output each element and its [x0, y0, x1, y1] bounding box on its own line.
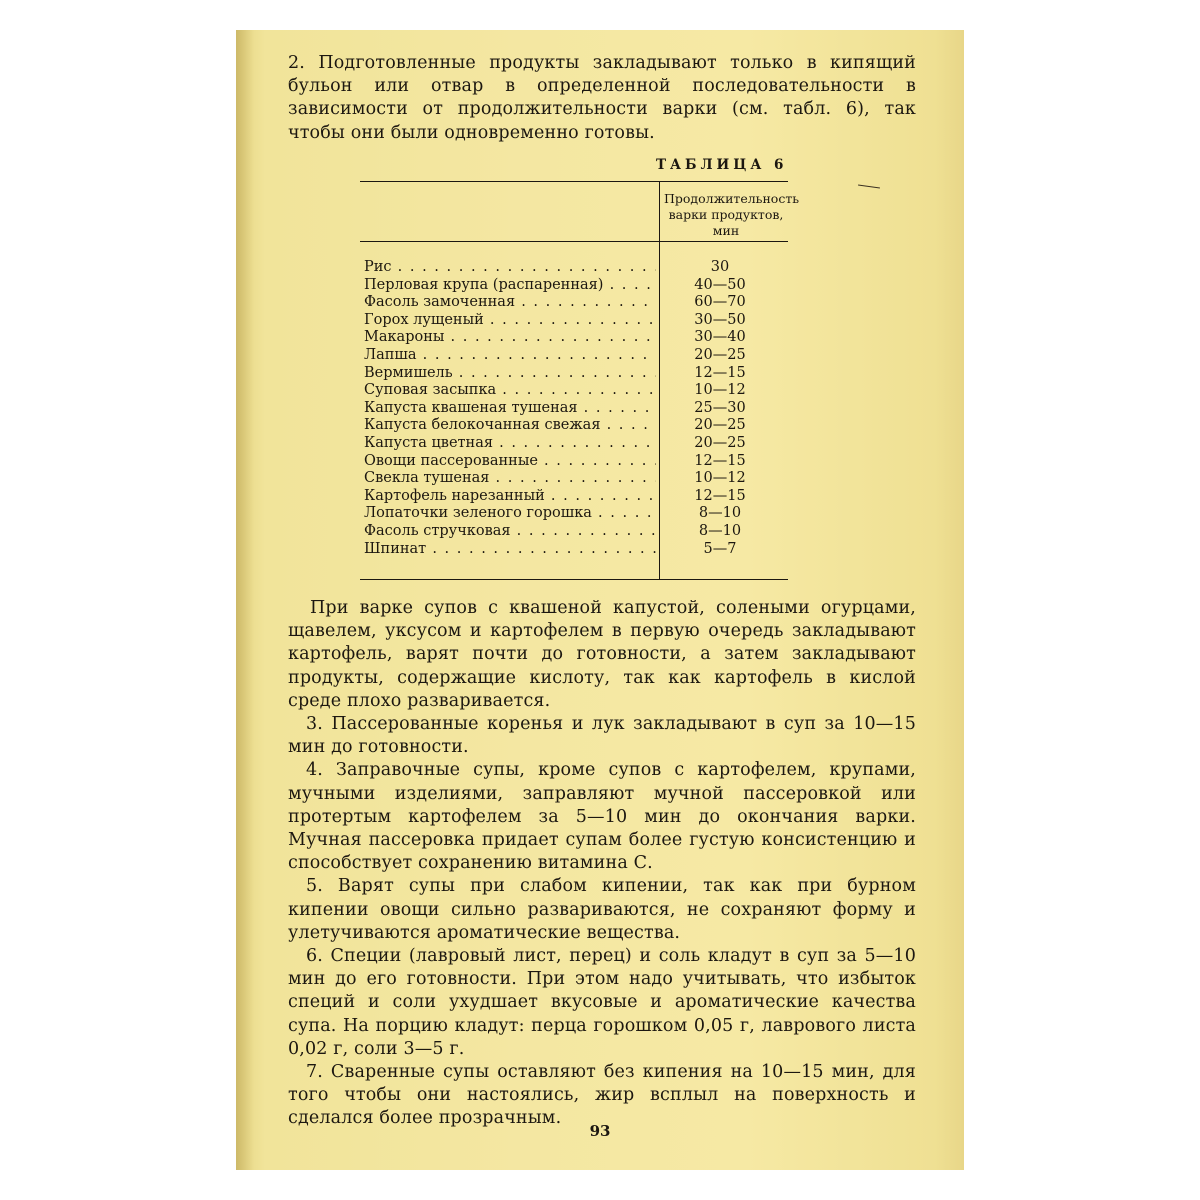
product-name: Картофель нарезанный . . . [364, 488, 656, 506]
table-row [364, 312, 794, 330]
product-name: Фасоль замоченная . . . [364, 294, 656, 312]
paragraph-5: 5. Варят супы при слабом кипении, так как при бурном кипении овощи сильно развариваются, не сохраняют форму и улетучиваются ароматические вещества. [288, 876, 916, 943]
cooking-time-table [360, 181, 800, 579]
product-name: Капуста белокочанная свежая . . . [364, 417, 656, 435]
product-name: Шпинат . . . [364, 541, 656, 559]
cooking-time-value: 12—15 [694, 364, 746, 381]
paragraph-2: 2. Подготовленные продукты закладывают только в кипящий бульон или отвар в определенной последовательности в зависимости от продолжительности варки (см. табл. 6), так чтобы они были одновременно готовы. [288, 53, 916, 143]
product-name: Лапша . . . [364, 347, 656, 365]
cooking-time-value: 12—15 [694, 452, 746, 469]
cooking-time-value: 20—25 [694, 434, 746, 451]
paragraph-6: 6. Специи (лавровый лист, перец) и соль кладут в суп за 5—10 мин до его готовности. При этом надо учитывать, что избыток специй и соли ухудшает вкусовые и ароматические качества супа. На порцию кладут: перца горошком 0,05 г, лаврового листа 0,02 г, соли 3—5 г. [288, 946, 916, 1059]
cooking-time-value: 25—30 [694, 399, 746, 416]
cooking-time-value: 10—12 [694, 470, 746, 487]
paragraph-2-block [288, 52, 916, 145]
cooking-time-value: 30 [710, 259, 730, 275]
product-name: Макароны . . . [364, 329, 656, 347]
cooking-time-value: 8—10 [698, 522, 742, 539]
cooking-time-value: 30—50 [694, 311, 746, 328]
product-name: Фасоль стручковая . . . [364, 523, 656, 541]
product-name: Овощи пассерованные . . . [364, 453, 656, 471]
table-row [364, 294, 794, 312]
cooking-time-value: 30—40 [694, 329, 746, 346]
table-header-rule [360, 241, 788, 242]
product-name: Свекла тушеная . . . [364, 470, 656, 488]
table-bottom-rule [360, 579, 788, 580]
product-name: Суповая засыпка . . . [364, 382, 656, 400]
table-row [364, 382, 794, 400]
table-rows [364, 259, 794, 558]
table-row [364, 470, 794, 488]
product-name: Горох лущеный . . . [364, 312, 656, 330]
table-row [364, 277, 794, 295]
product-name: Рис . . . [364, 259, 656, 277]
table-row [364, 417, 794, 435]
table-row [364, 259, 794, 277]
body-text [288, 597, 916, 1131]
cooking-time-value: 12—15 [694, 487, 746, 504]
table-row [364, 541, 794, 559]
table-column-header: Продолжительность варки продуктов, мин [664, 191, 800, 238]
paragraph-sour-products: При варке супов с квашеной капустой, солеными огурцами, щавелем, уксусом и картофелем в первую очередь закладывают картофель, варят почти до готовности, а затем закладывают продукты, содержащие кислоту, так как картофель в кислой среде плохо разваривается. [288, 598, 916, 711]
cooking-time-value: 10—12 [694, 382, 746, 399]
page-number: 93 [589, 1122, 611, 1140]
paragraph-4: 4. Заправочные супы, кроме супов с картофелем, крупами, мучными изделиями, заправляют мучной пассеровкой или протертым картофелем за 5—10 мин до окончания варки. Мучная пассеровка придает супам более густую консистенцию и способствует сохранению витамина С. [288, 760, 916, 874]
cooking-time-value: 20—25 [694, 346, 746, 363]
table-title: ТАБЛИЦА 6 [656, 157, 788, 173]
product-name: Лопаточки зеленого горошка . . . [364, 505, 656, 523]
paragraph-7: 7. Сваренные супы оставляют без кипения на 10—15 мин, для того чтобы они настоялись, жир всплыл на поверхность и сделался более прозрачным. [288, 1062, 916, 1129]
table-row [364, 453, 794, 471]
product-name: Перловая крупа (распаренная) . . . [364, 277, 656, 295]
cooking-time-value: 60—70 [694, 294, 746, 311]
stray-mark [858, 184, 880, 188]
table-row [364, 523, 794, 541]
cooking-time-value: 20—25 [694, 417, 746, 434]
product-name: Капуста цветная . . . [364, 435, 656, 453]
product-name: Капуста квашеная тушеная . . . [364, 400, 656, 418]
table-top-rule [360, 181, 788, 182]
cooking-time-value: 8—10 [698, 505, 742, 522]
table-row [364, 505, 794, 523]
table-row [364, 435, 794, 453]
cooking-time-value: 5—7 [703, 540, 737, 557]
cooking-time-value: 40—50 [694, 276, 746, 293]
table-row [364, 365, 794, 383]
paragraph-3: 3. Пассерованные коренья и лук закладывают в суп за 10—15 мин до готовности. [288, 714, 916, 758]
table-row [364, 400, 794, 418]
book-page [236, 30, 964, 1170]
table-row [364, 488, 794, 506]
product-name: Вермишель . . . [364, 365, 656, 383]
table-row [364, 347, 794, 365]
table-row [364, 329, 794, 347]
